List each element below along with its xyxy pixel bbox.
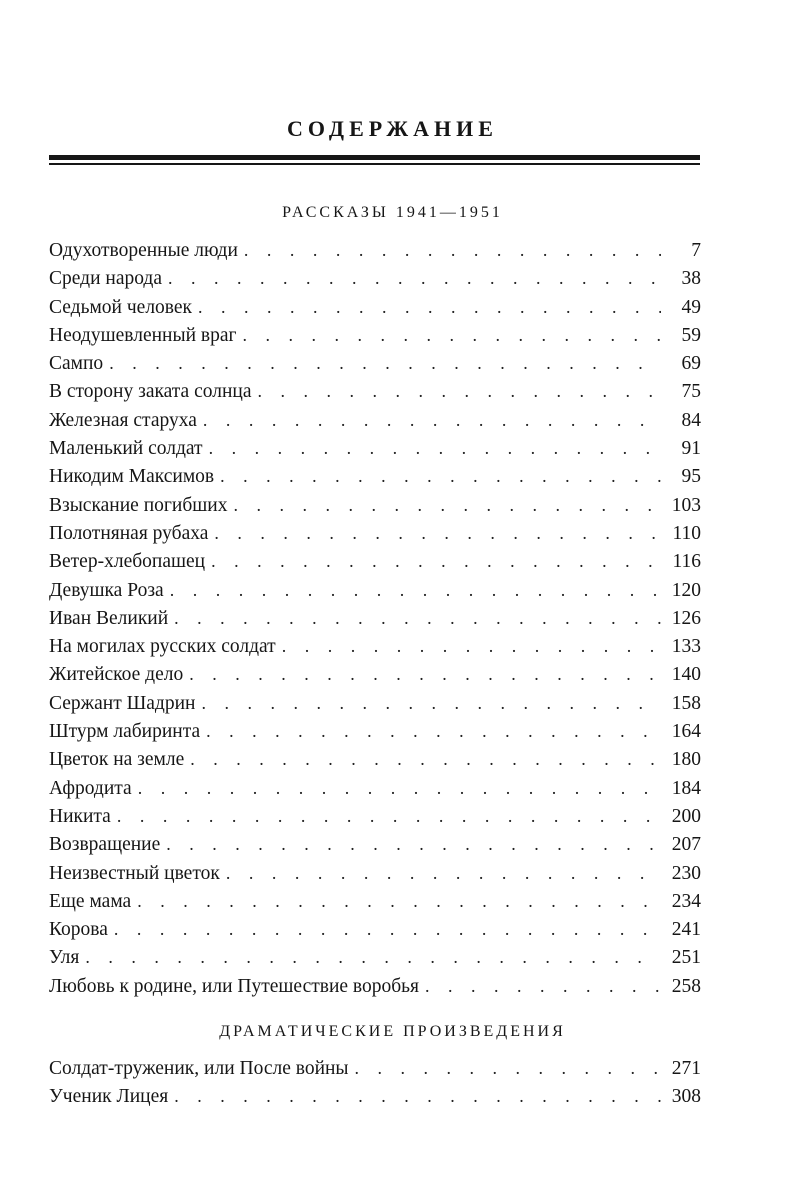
toc-entry [49,377,701,405]
toc-entry-title: Ветер-хлебопашец [49,551,206,573]
toc-entry-page: 230 [671,862,701,884]
toc-entry-page: 69 [681,353,701,375]
title-rule-thick [49,155,700,160]
toc-entry [49,491,701,519]
toc-entry-title: Еще мама [49,890,132,912]
toc-entry-title: Уля [49,947,80,969]
toc-entry-title: Сампо [49,353,104,375]
toc-entry-title: Железная старуха [49,409,197,431]
toc-entry-title: Корова [49,919,108,941]
toc-entry-page: 271 [671,1058,701,1079]
dot-leader [192,293,661,321]
toc-entry-title: Неодушевленный враг [49,324,237,346]
toc-entry-title: Маленький солдат [49,438,203,460]
toc-entry [49,1054,701,1082]
toc-entry-title: Житейское дело [49,664,184,686]
dot-leader [195,689,661,717]
toc-entry [49,915,701,943]
dot-leader [183,660,661,688]
toc-entry-title: Возвращение [49,834,161,856]
toc-entry [49,547,701,575]
dot-leader [79,943,661,971]
toc-entry [49,604,701,632]
toc-entry-title: Цветок на земле [49,749,185,771]
dot-leader [349,1054,661,1082]
dot-leader [252,377,662,405]
toc-entry [49,264,701,292]
toc-entry-page: 158 [671,692,701,714]
toc-entry [49,689,701,717]
toc-entry-title: Ученик Лицея [49,1086,169,1108]
toc-entry-page: 116 [672,551,701,573]
toc-entry [49,972,701,1000]
toc-entry-page: 258 [671,975,701,997]
toc-entry-page: 241 [671,919,701,941]
toc-entry [49,1082,701,1110]
toc-entry-title: Одухотворенные люди [49,240,238,261]
toc-entry [49,632,701,660]
dot-leader [220,859,661,887]
toc-entry-page: 95 [681,466,701,488]
toc-entry-page: 140 [671,664,701,686]
dot-leader [168,604,661,632]
toc-entry-title: Взыскание погибших [49,494,228,516]
toc-entry-page: 91 [681,438,701,460]
toc-list-dramas [49,1054,701,1111]
toc-entry [49,576,701,604]
dot-leader [214,462,661,490]
toc-entry-page: 38 [681,268,701,290]
toc-entry-page: 7 [691,240,701,261]
section-heading-dramas: ДРАМАТИЧЕСКИЕ ПРОИЗВЕДЕНИЯ [219,1023,566,1040]
toc-entry-page: 164 [671,721,701,743]
toc-entry-title: Афродита [49,777,132,799]
toc-entry-title: На могилах русских солдат [49,636,276,658]
toc-entry [49,745,701,773]
dot-leader [164,576,661,604]
toc-entry-title: Среди народа [49,268,162,290]
toc-entry-page: 84 [681,409,701,431]
dot-leader [197,406,661,434]
toc-entry-page: 200 [671,805,701,827]
dot-leader [132,774,661,802]
toc-entry [49,349,701,377]
dot-leader [160,830,661,858]
toc-entry-page: 234 [671,890,701,912]
toc-entry [49,236,701,264]
dot-leader [131,887,661,915]
dot-leader [184,745,661,773]
dot-leader [203,434,661,462]
dot-leader [205,547,661,575]
dot-leader [103,349,661,377]
dot-leader [208,519,661,547]
dot-leader [168,1082,661,1110]
title-rule-thin [49,163,700,165]
dot-leader [108,915,661,943]
toc-entry [49,434,701,462]
section-heading-stories: РАССКАЗЫ 1941—1951 [282,204,503,221]
toc-entry [49,406,701,434]
toc-entry-title: Сержант Шадрин [49,692,196,714]
toc-entry [49,293,701,321]
toc-entry-title: Иван Великий [49,607,169,629]
dot-leader [238,236,661,264]
toc-entry [49,830,701,858]
dot-leader [162,264,661,292]
dot-leader [276,632,661,660]
toc-entry [49,519,701,547]
toc-entry [49,774,701,802]
dot-leader [111,802,661,830]
toc-entry-title: В сторону заката солнца [49,381,252,403]
toc-entry-page: 308 [671,1086,701,1108]
toc-entry [49,887,701,915]
toc-entry-page: 103 [671,494,701,516]
toc-entry-title: Неизвестный цветок [49,862,220,884]
toc-list-stories [49,236,701,1000]
dot-leader [200,717,661,745]
toc-entry [49,943,701,971]
toc-entry-page: 49 [681,296,701,318]
toc-entry-title: Никодим Максимов [49,466,215,488]
toc-entry-title: Седьмой человек [49,296,193,318]
dot-leader [227,491,661,519]
toc-entry-page: 75 [681,381,701,403]
toc-entry-page: 110 [672,522,701,544]
toc-entry [49,321,701,349]
toc-entry-page: 59 [681,324,701,346]
toc-entry-title: Штурм лабиринта [49,721,201,743]
dot-leader [237,321,662,349]
toc-entry-page: 133 [671,636,701,658]
toc-entry-title: Никита [49,805,111,827]
dot-leader [419,972,661,1000]
toc-entry-title: Девушка Роза [49,579,164,601]
toc-entry [49,859,701,887]
toc-entry-page: 180 [671,749,701,771]
toc-entry [49,462,701,490]
toc-entry-page: 126 [671,607,701,629]
toc-entry-page: 207 [671,834,701,856]
toc-entry [49,717,701,745]
toc-entry-page: 184 [671,777,701,799]
toc-entry-page: 120 [671,579,701,601]
toc-entry-title: Полотняная рубаха [49,522,209,544]
toc-entry [49,802,701,830]
toc-entry-title: Любовь к родине, или Путешествие воробья [49,975,420,997]
toc-entry-title: Солдат-труженик, или После войны [49,1058,349,1079]
toc-entry-page: 251 [671,947,701,969]
page-title: СОДЕРЖАНИЕ [287,116,498,141]
toc-entry [49,660,701,688]
